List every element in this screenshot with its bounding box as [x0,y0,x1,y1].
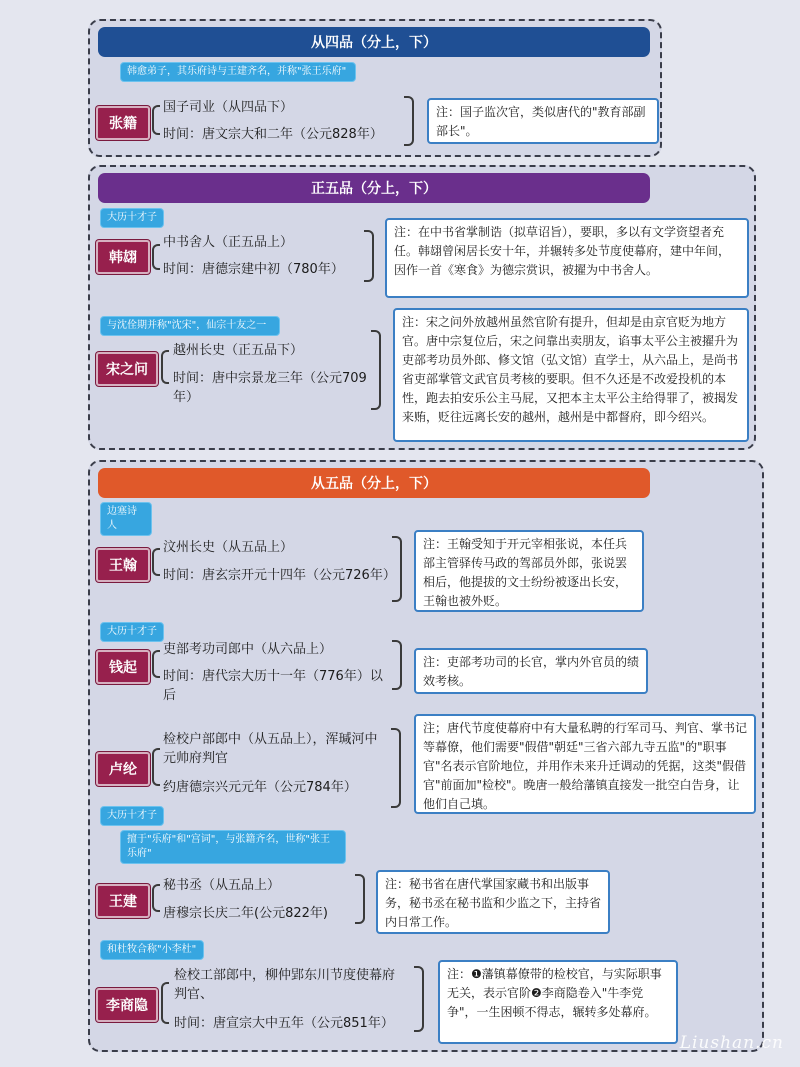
person-name: 宋之问 [96,352,158,386]
section-title: 从五品（分上，下） [98,468,650,498]
note-box: 注：在中书省掌制诰（拟草诏旨），要职，多以有文学资望者充任。韩翃曾闲居长安十年，并辗转多处节度使幕府，建中年间，因作一首《寒食》为德宗赏识，被擢为中书舍人。 [385,218,749,298]
office-text: 越州长史（正五品下） [173,343,304,358]
connector-fork [152,548,160,576]
person-name: 王建 [96,884,150,918]
connector-brace [414,966,424,1032]
office-text: 检校户部郎中（从五品上），浑瑊河中元帅府判官 [163,732,378,766]
person-tag: 韩愈弟子，其乐府诗与王建齐名，并称"张王乐府" [120,62,356,82]
connector-brace [371,330,381,410]
connector-brace [364,230,374,282]
section-title: 从四品（分上，下） [98,27,650,57]
person-tag: 擅于"乐府"和"宫词"，与张籍齐名，世称"张王乐府" [120,830,346,864]
time-text: 时间：唐代宗大历十一年（776年）以后 [163,669,383,703]
note-box: 注；唐代节度使幕府中有大量私聘的行军司马、判官、掌书记等幕僚，他们需要"假借"朝廷"三省六部九寺五监"的"职事官"名表示官阶地位，并用作未来升迁调动的凭据，这类"假借官"前面加"检校"。晚唐一般给藩镇直接发一批空白告身，让他们自己填。 [414,714,756,814]
note-box: 注：国子监次官，类似唐代的"教育部副部长"。 [427,98,659,144]
note-box: 注：秘书省在唐代掌国家藏书和出版事务，秘书丞在秘书监和少监之下，主持省内日常工作。 [376,870,610,934]
time-text: 约唐德宗兴元元年（公元784年） [163,780,357,795]
connector-fork [152,650,160,678]
watermark-logo: Liushan.cn [679,1033,784,1053]
office-text: 中书舍人（正五品上） [163,235,294,250]
person-name: 钱起 [96,650,150,684]
connector-brace [404,96,414,146]
person-name: 张籍 [96,106,150,140]
note-box: 注：❶藩镇幕僚带的检校官，与实际职事无关，表示官阶❷李商隐卷入"牛李党争"，一生困顿不得志，辗转多处幕府。 [438,960,678,1044]
person-tag: 与沈佺期并称"沈宋"，仙宗十友之一 [100,316,280,336]
office-text: 秘书丞（从五品上） [163,878,281,893]
person-tag: 大历十才子 [100,806,164,826]
person-name: 李商隐 [96,988,158,1022]
connector-brace [392,536,402,602]
person-name: 卢纶 [96,752,150,786]
office-text: 吏部考功司郎中（从六品上） [163,642,333,657]
time-text: 唐穆宗长庆二年(公元822年) [163,906,328,921]
connector-brace [355,874,365,924]
connector-fork [161,350,169,384]
person-name: 韩翃 [96,240,150,274]
connector-brace [392,640,402,690]
office-text: 汶州长史（从五品上） [163,540,294,555]
person-tag: 大历十才子 [100,208,164,228]
time-text: 时间：唐文宗大和二年（公元828年） [163,127,383,142]
time-text: 时间：唐玄宗开元十四年（公元726年） [163,568,396,583]
office-text: 检校工部郎中，柳仲郢东川节度使幕府判官、 [174,968,396,1002]
connector-fork [152,244,160,270]
connector-fork [152,884,160,912]
person-name: 王翰 [96,548,150,582]
time-text: 时间：唐宣宗大中五年（公元851年） [174,1016,394,1031]
time-text: 时间：唐中宗景龙三年（公元709年） [173,371,367,405]
connector-brace [391,728,401,808]
person-tag: 和杜牧合称"小李杜" [100,940,204,960]
office-text: 国子司业（从四品下） [163,100,294,115]
connector-fork [161,982,169,1024]
person-tag: 边塞诗人 [100,502,152,536]
note-box: 注：宋之问外放越州虽然官阶有提升，但却是由京官贬为地方官。唐中宗复位后，宋之问靠出卖朋友，谄事太平公主被擢升为吏部考功员外郎、修文馆（弘文馆）直学士，从六品上，是尚书省吏部掌管文武官员考核的要职。但不久还是不改爱投机的本性，跑去拍安乐公主马屁，又把本主太平公主给得罪了，被揭发来贿，贬往远离长安的越州，越州是中都督府，即今绍兴。 [393,308,749,442]
connector-fork [152,748,160,786]
time-text: 时间：唐德宗建中初（780年） [163,262,344,277]
note-box: 注：吏部考功司的长官，掌内外官员的绩效考核。 [414,648,648,694]
person-tag: 大历十才子 [100,622,164,642]
note-box: 注：王翰受知于开元宰相张说，本任兵部主管驿传马政的驾部员外郎，张说罢相后，他提拔的文士纷纷被逐出长安，王翰也被外贬。 [414,530,644,612]
section-title: 正五品（分上，下） [98,173,650,203]
connector-fork [152,105,160,135]
